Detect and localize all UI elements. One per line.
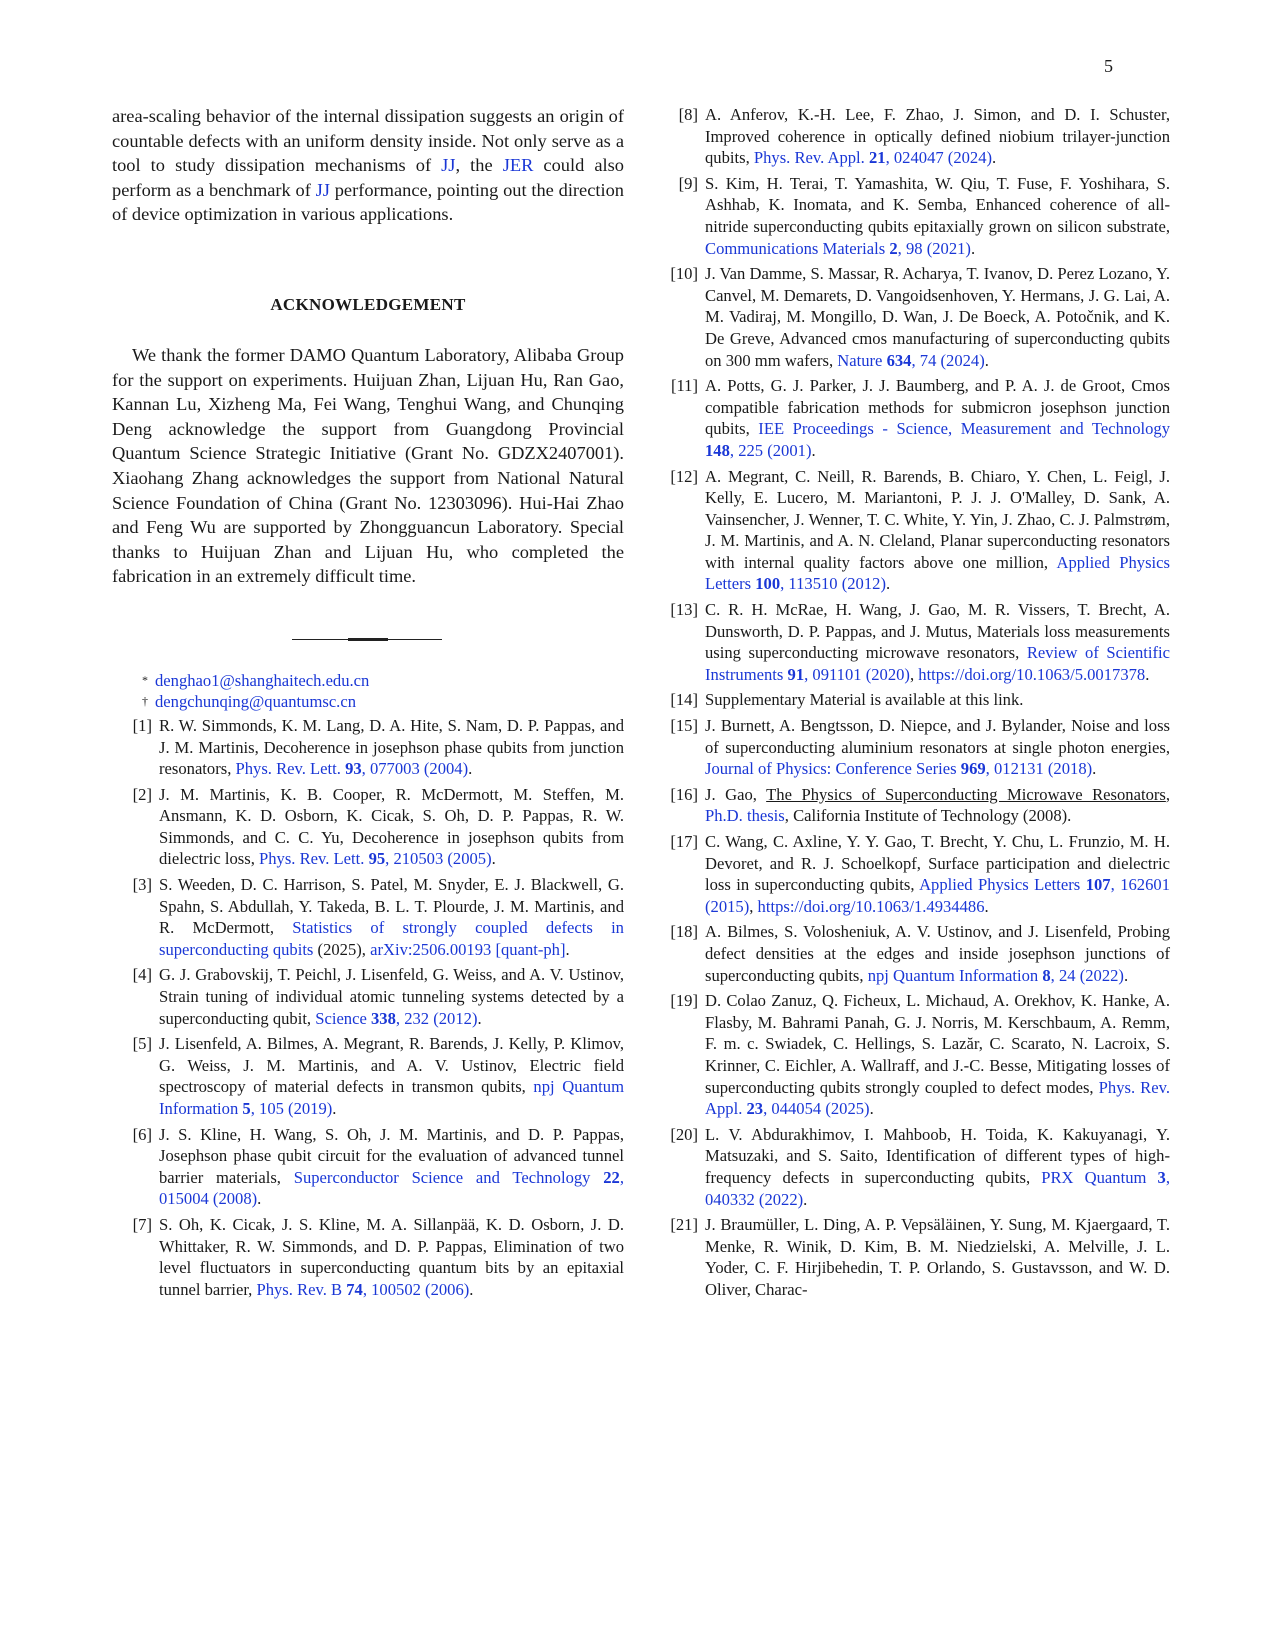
journal-pages: , 210503 (2005)	[385, 849, 492, 869]
reference-tail: .	[469, 1279, 474, 1299]
reference-tail: ,	[909, 664, 919, 684]
reference-text	[159, 1214, 624, 1300]
reference-body: A. Megrant, C. Neill, R. Barends, B. Chiaro, Y. Chen, L. Feigl, J. Kelly, E. Lucero, M. Mariantoni, P. J. J. O'Malley, D. Sank, A. Vainsencher, J. Wenner, T. C. White, Y. Yin, J. Zhao, C. J. Palmstrøm, J. M. Martinis, and A. N. Cleland, Planar superconducting resonators with internal quality factors above one million,	[705, 466, 1170, 572]
reference-text	[705, 599, 1170, 685]
reference-tail: .	[984, 896, 989, 916]
reference-item	[658, 689, 1170, 711]
reference-tail: .	[1145, 664, 1150, 684]
journal-pages: , 077003 (2004)	[361, 759, 469, 779]
reference-tail: .	[477, 1008, 482, 1028]
reference-body: S. Weeden, D. C. Harrison, S. Patel, M. Snyder, E. J. Blackwell, G. Spahn, S. Abdullah, Y. Takeda, B. L. T. Plourde, J. M. Martinis, and R. McDermott,	[159, 875, 624, 938]
reference-text	[705, 784, 1170, 827]
reference-item	[658, 715, 1170, 780]
reference-tail: .	[1123, 965, 1129, 985]
reference-body: A. Bilmes, S. Volosheniuk, A. V. Ustinov, and J. Lisenfeld, Probing defect densities at the edges and inside josephson junctions of superconducting qubits,	[705, 922, 1170, 985]
reference-item	[658, 784, 1170, 827]
reference-number: [6]	[132, 1124, 152, 1144]
reference-number: [9]	[678, 173, 698, 193]
reference-tail: .	[257, 1189, 262, 1209]
reference-body: J. Van Damme, S. Massar, R. Acharya, T. Ivanov, D. Perez Lozano, Y. Canvel, M. Demarets, D. Vangoidsenhoven, Y. Hermans, J. G. Lai, A. M. Vadiraj, M. Mongillo, D. Wan, J. De Boeck, A. Potočnik, and K. De Greve, Advanced cmos manufacturing of superconducting qubits on 300 mm wafers,	[705, 264, 1170, 370]
reference-text	[705, 263, 1170, 371]
reference-number: [10]	[670, 264, 698, 284]
journal-link[interactable]	[837, 351, 984, 370]
journal-name: IEE Proceedings - Science, Measurement and Technology	[758, 419, 1170, 439]
journal-pages: , 024047 (2024)	[885, 148, 993, 168]
reference-body: S. Kim, H. Terai, T. Yamashita, W. Qiu, T. Fuse, F. Yoshihara, S. Ashhab, K. Inomata, and K. Semba, Enhanced coherence of all-nitride superconducting qubits epitaxially grown on silicon substrate,	[705, 173, 1170, 236]
journal-name: Applied Physics Letters	[919, 875, 1081, 895]
reference-body: L. V. Abdurakhimov, I. Mahboob, H. Toida, K. Kakuyanagi, Y. Matsuzaki, and S. Saito, Identification of different types of high-frequency defects in superconducting qubits,	[705, 1124, 1170, 1187]
journal-name: npj Quantum Information	[159, 1077, 624, 1118]
reference-item	[658, 599, 1170, 685]
reference-body: J. M. Martinis, K. B. Cooper, R. McDermott, M. Steffen, M. Ansmann, K. D. Osborn, K. Cicak, S. Oh, D. P. Pappas, R. W. Simmonds, and C. C. Yu, Decoherence in josephson qubits from dielectric loss,	[159, 784, 624, 869]
journal-volume: 3	[1157, 1167, 1166, 1187]
journal-volume: 23	[746, 1099, 764, 1119]
journal-name: Phys. Rev. Lett.	[235, 759, 341, 779]
footnote	[112, 670, 624, 692]
journal-volume: 21	[868, 148, 886, 168]
journal-name: Ph.D. thesis	[705, 806, 785, 826]
journal-pages: , 24 (2022)	[1050, 965, 1124, 985]
reference-separator: ,	[1165, 784, 1171, 804]
reference-number: [15]	[670, 716, 698, 736]
journal-volume: 22	[603, 1167, 620, 1187]
reference-item	[658, 1214, 1170, 1300]
reference-tail: ,	[749, 896, 758, 916]
journal-pages: , 74 (2024)	[911, 350, 985, 370]
doi-link[interactable]: https://doi.org/10.1063/5.0017378	[918, 664, 1146, 684]
reference-body: J. Braumüller, L. Ding, A. P. Vepsäläinen, Y. Sung, M. Kjaergaard, T. Menke, R. Winik, D. Kim, B. M. Niedzielski, A. Melville, J. L. Yoder, C. F. Hirjibehedin, T. P. Orlando, S. Gustavsson, and W. D. Oliver, Charac-	[705, 1215, 1170, 1299]
reference-tail: .	[491, 849, 496, 869]
reference-number: [13]	[670, 600, 698, 620]
journal-pages: , 015004 (2008)	[159, 1167, 624, 1209]
reference-item	[658, 990, 1170, 1120]
reference-item	[658, 263, 1170, 371]
reference-number: [16]	[670, 784, 698, 804]
journal-name: npj Quantum Information	[867, 965, 1039, 985]
journal-pages: , 040332 (2022)	[705, 1167, 1170, 1209]
journal-link[interactable]	[754, 148, 992, 167]
reference-item	[658, 921, 1170, 986]
reference-body: A. Potts, G. J. Parker, J. J. Baumberg, and P. A. J. de Groot, Cmos compatible fabrication methods for submicron josephson junction qubits,	[705, 376, 1170, 439]
reference-text	[705, 715, 1170, 780]
journal-name: Superconductor Science and Technology	[293, 1167, 591, 1187]
journal-pages: , 232 (2012)	[395, 1008, 478, 1028]
journal-name: Nature	[837, 350, 883, 370]
footnote-rule	[292, 639, 442, 640]
journal-volume: 95	[368, 849, 386, 869]
reference-item	[112, 1033, 624, 1119]
acronym-link[interactable]: JER	[502, 155, 534, 176]
journal-volume: 93	[345, 759, 362, 779]
reference-number: [4]	[132, 965, 152, 985]
reference-number: [12]	[670, 466, 698, 486]
journal-volume: 5	[242, 1099, 251, 1118]
reference-tail: .	[992, 148, 997, 168]
journal-link[interactable]	[705, 806, 785, 825]
journal-volume: 91	[787, 664, 805, 684]
reference-item	[658, 466, 1170, 596]
reference-body: A. Anferov, K.-H. Lee, F. Zhao, J. Simon, and D. I. Schuster, Improved coherence in optically defined niobium trilayer-junction qubits,	[705, 105, 1170, 168]
reference-number: [14]	[670, 690, 698, 710]
journal-link[interactable]	[256, 1280, 469, 1299]
reference-body: R. W. Simmonds, K. M. Lang, D. A. Hite, S. Nam, D. P. Pappas, and J. M. Martinis, Decoherence in josephson phase qubits from junction resonators,	[159, 715, 624, 779]
journal-pages: , 113510 (2012)	[780, 574, 886, 594]
journal-link[interactable]	[705, 759, 1092, 778]
reference-number: [8]	[678, 105, 698, 124]
journal-name: Phys. Rev. Appl.	[753, 148, 865, 168]
reference-body: S. Oh, K. Cicak, J. S. Kline, M. A. Sillanpää, K. D. Osborn, J. D. Whittaker, R. W. Simmonds, and D. P. Pappas, Elimination of two level fluctuators in superconducting quantum bits by an epitaxial tunnel barrier,	[159, 1214, 624, 1299]
thesis-title: The Physics of Superconducting Microwave Resonators	[766, 784, 1166, 804]
reference-number: [19]	[670, 991, 698, 1011]
journal-link[interactable]	[259, 849, 492, 868]
reference-item	[658, 173, 1170, 259]
journal-pages: , 100502 (2006)	[362, 1279, 470, 1299]
journal-volume: 148	[705, 440, 730, 460]
email-link[interactable]: dengchunqing@quantumsc.cn	[155, 692, 356, 712]
footnote-mark: †	[142, 694, 148, 709]
doi-link[interactable]: https://doi.org/10.1063/1.4934486	[757, 896, 985, 916]
reference-body: J. Gao,	[705, 784, 767, 804]
reference-number: [17]	[670, 832, 698, 851]
reference-tail: .	[970, 238, 976, 258]
reference-item	[658, 831, 1170, 917]
reference-text	[705, 921, 1170, 986]
reference-number: [18]	[670, 922, 698, 942]
journal-link[interactable]	[705, 419, 1170, 460]
journal-pages: , 012131 (2018)	[985, 759, 1093, 779]
journal-link[interactable]	[705, 239, 971, 258]
journal-pages: , 091101 (2020)	[804, 664, 910, 684]
reference-tail: .	[468, 759, 473, 779]
reference-number: [1]	[132, 715, 152, 735]
journal-link[interactable]	[315, 1009, 477, 1028]
journal-pages: , 98 (2021)	[897, 238, 971, 258]
journal-volume: 107	[1085, 875, 1111, 895]
journal-name: Review of Scientific Instruments	[705, 643, 1170, 684]
reference-tail: (2025),	[313, 939, 371, 959]
reference-body: J. S. Kline, H. Wang, S. Oh, J. M. Martinis, and D. P. Pappas, Josephson phase qubit circuit for the evaluation of advanced tunnel barrier materials,	[159, 1124, 624, 1187]
reference-number: [21]	[670, 1215, 698, 1235]
reference-text	[705, 1124, 1170, 1210]
reference-item	[658, 375, 1170, 461]
reference-item	[658, 104, 1170, 169]
reference-tail: .	[869, 1099, 874, 1119]
reference-number: [2]	[132, 784, 152, 804]
reference-tail: , California Institute of Technology (2008).	[784, 806, 1072, 826]
reference-number: [20]	[670, 1124, 698, 1144]
right-column	[658, 104, 1170, 1304]
doi-link[interactable]: arXiv:2506.00193 [quant-ph]	[370, 939, 566, 959]
reference-text	[159, 1033, 624, 1119]
reference-tail: .	[565, 939, 570, 959]
journal-volume: 8	[1042, 965, 1051, 985]
acronym-link[interactable]: JJ	[315, 179, 330, 200]
journal-name: Science	[315, 1008, 367, 1028]
reference-number: [11]	[670, 376, 698, 396]
journal-pages: , 225 (2001)	[729, 440, 812, 460]
journal-name: PRX Quantum	[1041, 1167, 1147, 1187]
journal-name: Statistics of strongly coupled defects in superconducting qubits	[159, 918, 624, 959]
acronym-link[interactable]: JJ	[441, 155, 456, 176]
conclusion-paragraph: area-scaling behavior of the internal dissipation suggests an origin of countable defects with an uniform density inside. Not only serve as a tool to study dissipation mechanisms of JJ, the JER could also perform as a benchmark of JJ performance, pointing out the direction of device optimization in various applications.	[112, 106, 624, 225]
reference-text	[705, 1214, 1170, 1300]
reference-text	[159, 874, 624, 960]
reference-body: C. R. H. McRae, H. Wang, J. Gao, M. R. Vissers, T. Brecht, A. Dunsworth, D. P. Pappas, and J. Mutus, Materials loss measurements using superconducting microwave resonators,	[705, 600, 1170, 663]
journal-volume: 100	[755, 574, 781, 594]
reference-text	[159, 1124, 624, 1210]
reference-text	[159, 964, 624, 1029]
reference-text	[705, 831, 1170, 917]
journal-volume: 2	[889, 238, 898, 258]
reference-number: [7]	[132, 1214, 152, 1234]
reference-body: J. Lisenfeld, A. Bilmes, A. Megrant, R. Barends, J. Kelly, P. Klimov, G. Weiss, J. M. Martinis, and A. V. Ustinov, Electric field spectroscopy of material defects in transmon qubits,	[159, 1034, 624, 1097]
reference-body: J. Burnett, A. Bengtsson, D. Niepce, and J. Bylander, Noise and loss of superconducting aluminium resonators at single photon energies,	[705, 716, 1170, 757]
reference-item	[112, 1124, 624, 1210]
reference-text	[705, 173, 1170, 259]
journal-link[interactable]	[236, 759, 469, 778]
reference-body: D. Colao Zanuz, Q. Ficheux, L. Michaud, A. Orekhov, K. Hanke, A. Flasby, M. Bahrami Panah, G. J. Norris, M. Kerschbaum, A. Remm, F. m. c. Swiadek, C. Hellings, S. Lazăr, C. Scarato, N. Lacroix, S. Krinner, C. Eichler, A. Wallraff, and J.-C. Besse, Mitigating losses of superconducting qubits strongly coupled to defect modes,	[705, 991, 1170, 1097]
journal-volume: 74	[346, 1279, 363, 1299]
reference-body: C. Wang, C. Axline, Y. Y. Gao, T. Brecht, Y. Chu, L. Frunzio, M. H. Devoret, and R. J. Schoelkopf, Surface participation and dielectric loss in superconducting qubits,	[705, 832, 1170, 895]
reference-body: G. J. Grabovskij, T. Peichl, J. Lisenfeld, G. Weiss, and A. V. Ustinov, Strain tuning of individual atomic tunneling systems detected by a superconducting qubit,	[159, 965, 624, 1028]
acknowledgement-paragraph: We thank the former DAMO Quantum Laboratory, Alibaba Group for the support on experiments. Huijuan Zhan, Lijuan Hu, Ran Gao, Kannan Lu, Xizheng Ma, Fei Wang, Tenghui Wang, and Chunqing Deng acknowledge the support from Guangdong Provincial Quantum Science Strategic Initiative (Grant No. GDZX2407001). Xiaohang Zhang acknowledges the support from National Natural Science Foundation of China (Grant No. 12303096). Hui-Hai Zhao and Feng Wu are supported by Zhongguancun Laboratory. Special thanks to Huijuan Zhan and Lijuan Hu, who completed the fabrication in an extremely difficult time.	[112, 344, 624, 587]
reference-tail: .	[1092, 759, 1097, 779]
journal-volume: 634	[886, 350, 912, 370]
journal-pages: , 044054 (2025)	[763, 1099, 870, 1119]
journal-pages: , 105 (2019)	[250, 1099, 333, 1118]
reference-text	[705, 466, 1170, 596]
reference-text	[705, 104, 1170, 169]
reference-item	[112, 1214, 624, 1300]
reference-item	[112, 964, 624, 1029]
reference-text	[705, 375, 1170, 461]
reference-number: [5]	[132, 1034, 152, 1054]
journal-name: Communications Materials	[705, 238, 886, 258]
reference-item	[112, 715, 624, 780]
reference-list	[658, 104, 1170, 1300]
footnote	[112, 691, 624, 713]
journal-name: Journal of Physics: Conference Series	[705, 759, 957, 779]
journal-volume: 969	[960, 759, 986, 779]
reference-text	[705, 990, 1170, 1120]
reference-body: Supplementary Material is available at this link.	[705, 690, 1024, 710]
reference-tail: .	[803, 1189, 808, 1209]
footnote-mark: *	[142, 672, 148, 687]
reference-item	[112, 874, 624, 960]
reference-text	[705, 689, 1170, 711]
reference-tail: .	[885, 574, 891, 594]
journal-name: Applied Physics Letters	[705, 552, 1170, 594]
left-column	[112, 104, 624, 1304]
reference-item	[112, 784, 624, 870]
journal-volume: 338	[371, 1008, 396, 1028]
journal-link[interactable]	[868, 966, 1124, 985]
reference-item	[658, 1124, 1170, 1210]
reference-number: [3]	[132, 875, 152, 895]
journal-pages: , 162601 (2015)	[705, 875, 1170, 916]
reference-tail: .	[332, 1099, 337, 1118]
journal-name: Phys. Rev. Appl.	[705, 1077, 1170, 1119]
reference-text	[159, 784, 624, 870]
page-number: 5	[1104, 56, 1113, 76]
acknowledgement-heading: ACKNOWLEDGEMENT	[270, 294, 466, 314]
reference-tail: .	[984, 350, 989, 370]
journal-name: Phys. Rev. B	[256, 1279, 343, 1299]
reference-tail: .	[811, 440, 816, 460]
journal-name: Phys. Rev. Lett.	[259, 849, 365, 869]
reference-text	[159, 715, 624, 780]
email-link[interactable]: denghao1@shanghaitech.edu.cn	[155, 670, 370, 690]
reference-list	[112, 715, 624, 1300]
